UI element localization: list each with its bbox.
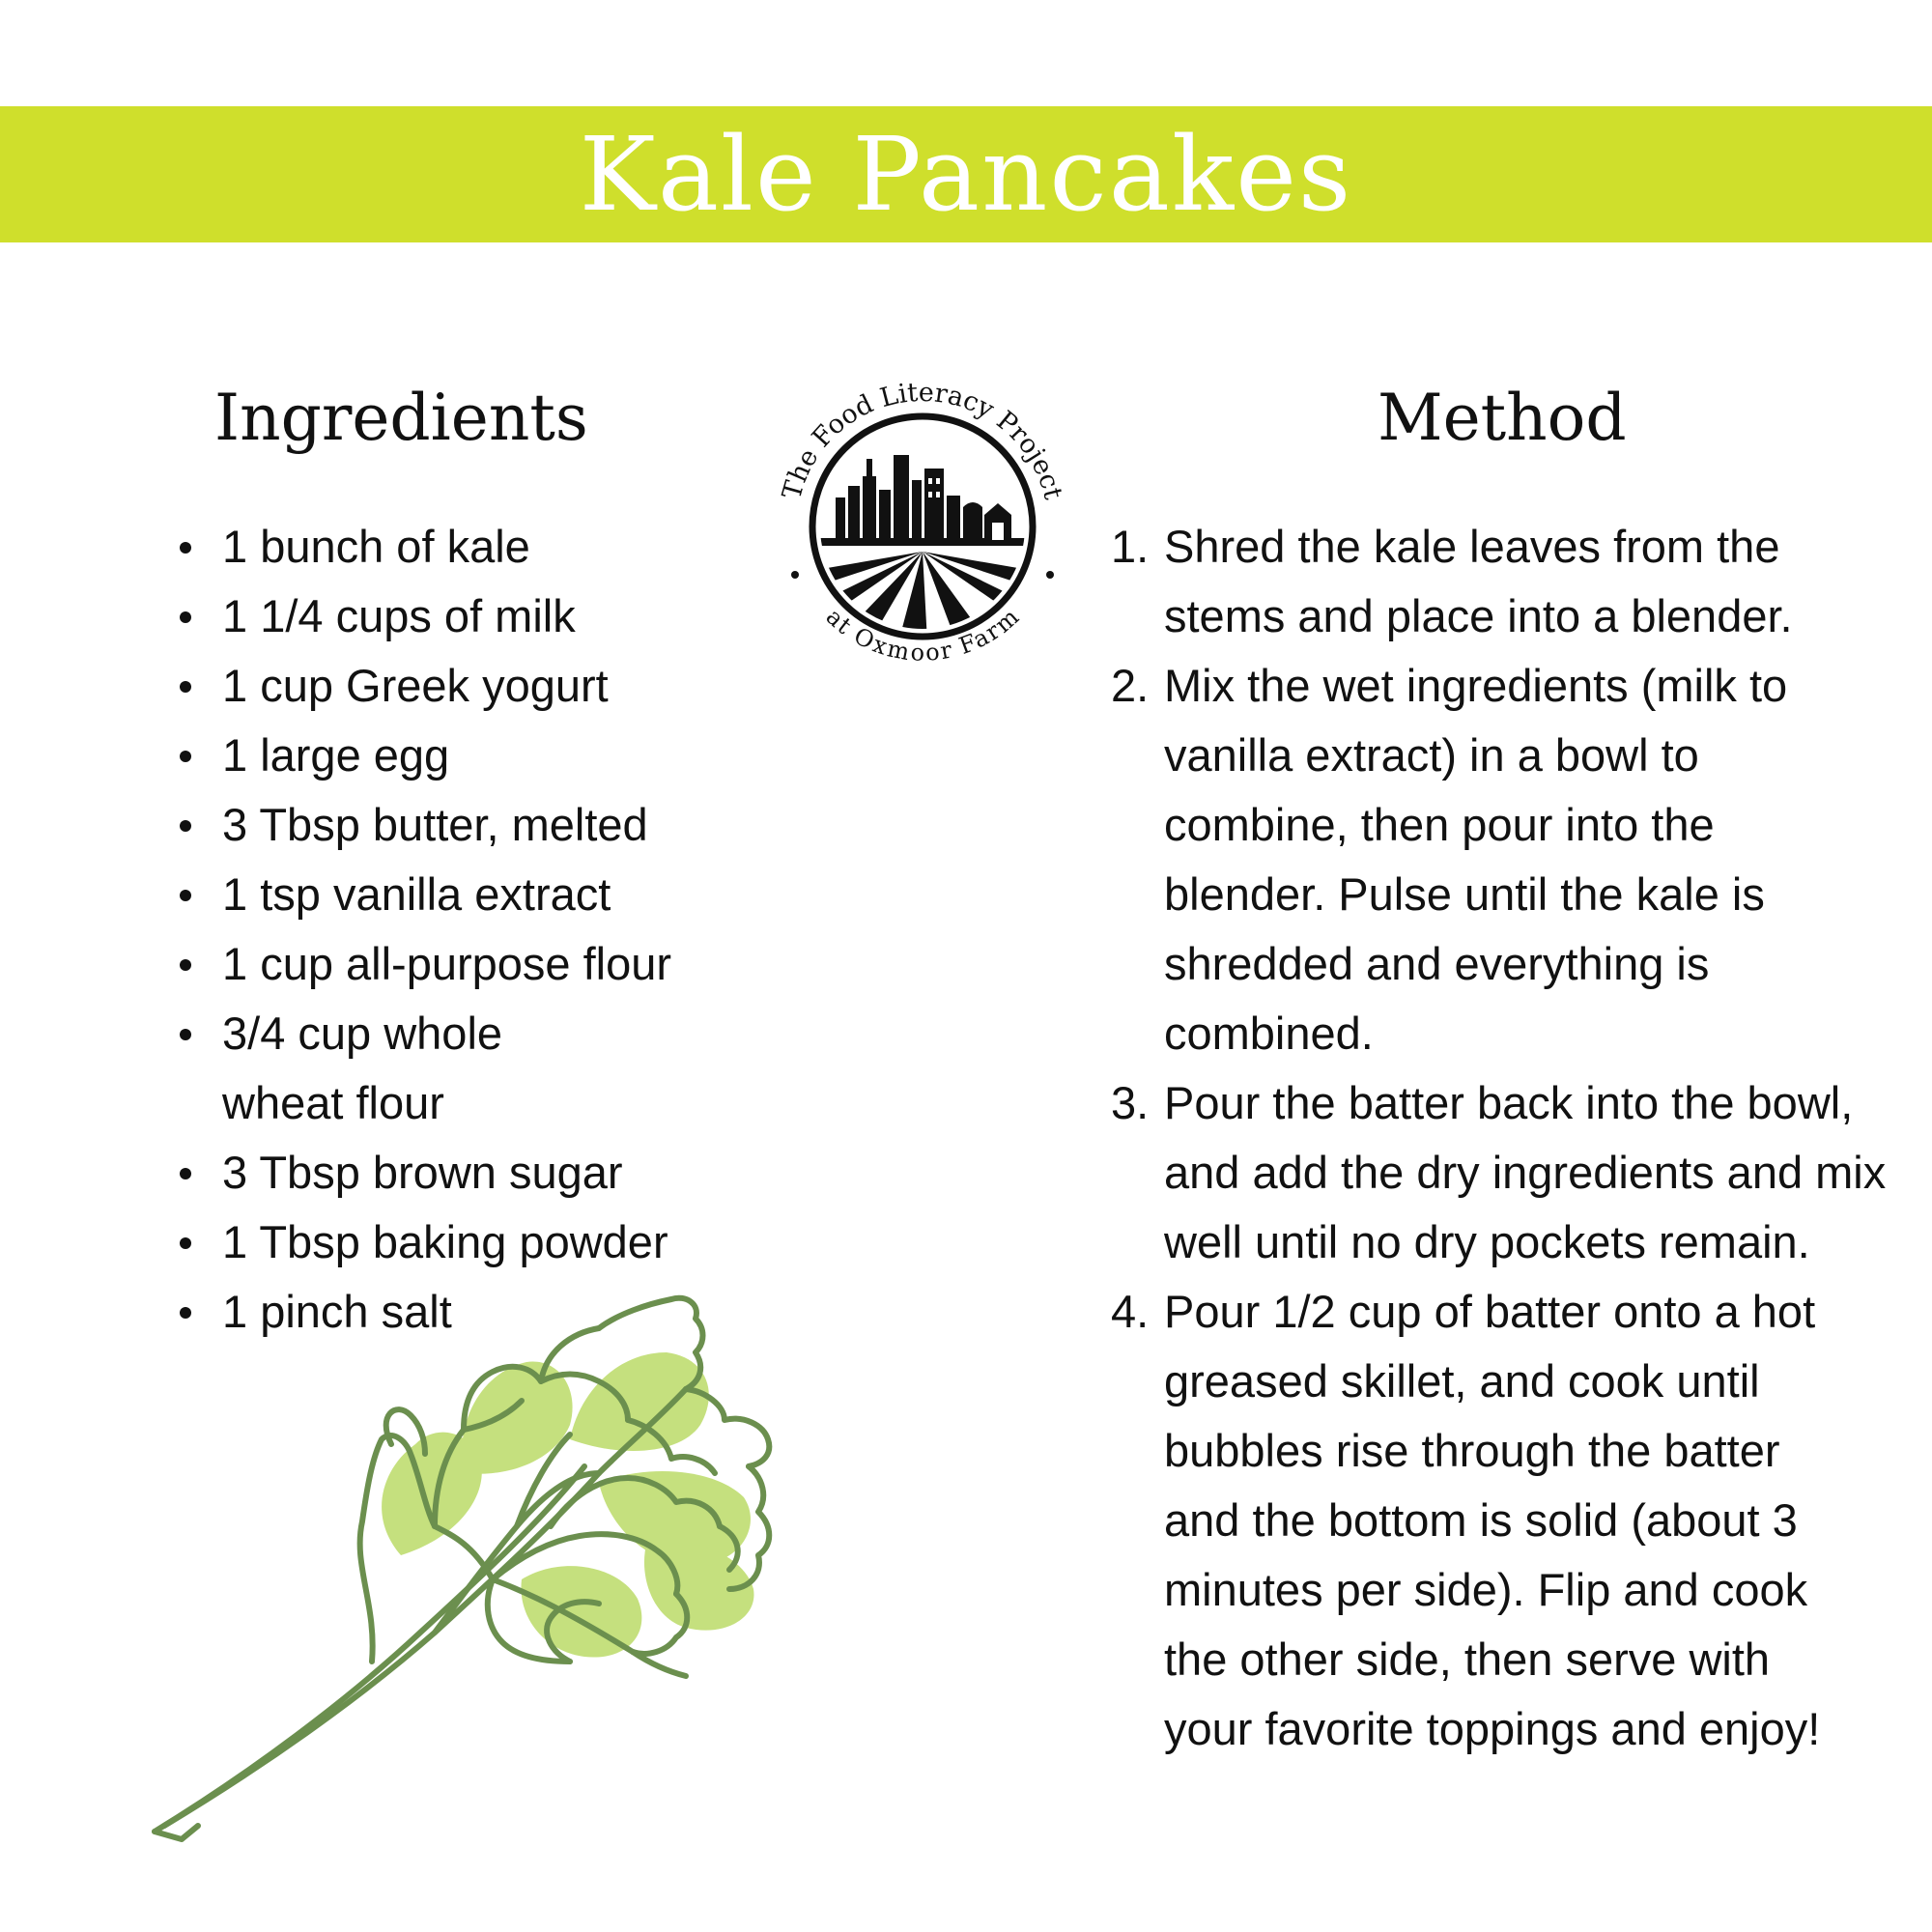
ingredient-item: 1 pinch salt	[162, 1277, 742, 1347]
ingredient-item: 1 cup all-purpose flour	[162, 929, 742, 999]
step-text: Mix the wet ingredients (milk to vanilla extract) in a bowl to combine, then pour into the blender. Pulse until the kale is shredded and everything is combined.	[1164, 660, 1788, 1059]
ingredient-item: 1 1/4 cups of milk	[162, 582, 742, 651]
step-number: 2.	[1111, 660, 1150, 711]
ingredient-item: 3 Tbsp brown sugar	[162, 1138, 742, 1208]
step-number: 1.	[1111, 521, 1150, 572]
step-text: Pour the batter back into the bowl, and add the dry ingredients and mix well until no dry pockets remain.	[1164, 1077, 1887, 1267]
food-literacy-project-logo	[758, 362, 1087, 691]
method-step	[1111, 651, 1831, 1068]
ingredient-item: 3 Tbsp butter, melted	[162, 790, 742, 860]
method-heading: Method	[1378, 381, 1627, 455]
recipe-title: Kale Pancakes	[579, 114, 1353, 234]
method-step	[1111, 1277, 1831, 1764]
method-steps	[1111, 512, 1913, 1764]
ingredients-heading: Ingredients	[214, 381, 588, 455]
ingredient-item: 1 large egg	[162, 721, 742, 790]
step-text: Shred the kale leaves from the stems and place into a blender.	[1164, 521, 1793, 641]
ingredients-list	[162, 512, 742, 1347]
ingredient-item: 1 cup Greek yogurt	[162, 651, 742, 721]
ingredient-item: 1 Tbsp baking powder	[162, 1208, 742, 1277]
kale-leaf-icon	[145, 1246, 976, 1864]
logo-bottom-text: at Oxmoor Farm	[820, 603, 1024, 667]
title-banner	[0, 106, 1932, 242]
step-number: 4.	[1111, 1286, 1150, 1337]
method-step	[1111, 1068, 1908, 1277]
logo-top-text: The Food Literacy Project	[777, 377, 1068, 503]
ingredient-item: 3/4 cup whole wheat flour	[162, 999, 589, 1138]
ingredient-item: 1 tsp vanilla extract	[162, 860, 742, 929]
method-step	[1111, 512, 1831, 651]
step-text: Pour 1/2 cup of batter onto a hot greased skillet, and cook until bubbles rise through the batter and the bottom is solid (about 3 minutes per side). Flip and cook the other side, then serve with your favorite toppings and enjoy!	[1164, 1286, 1821, 1754]
ingredient-item: 1 bunch of kale	[162, 512, 742, 582]
step-number: 3.	[1111, 1077, 1150, 1128]
